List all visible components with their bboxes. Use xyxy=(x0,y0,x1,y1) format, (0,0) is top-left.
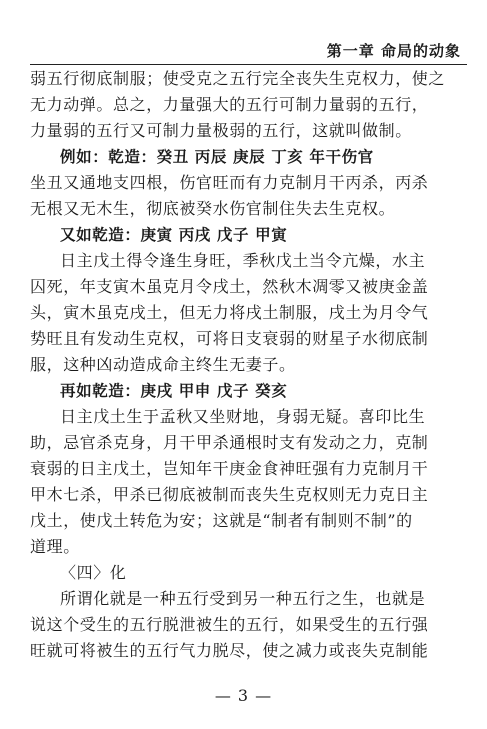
section-heading: 〈四〉化 xyxy=(60,563,127,582)
text-line: 服，这种凶动造成命主终生无妻子。 xyxy=(30,355,296,374)
text-line: 势旺且有发动生克权，可将日支衰弱的财星子水彻底制 xyxy=(30,329,429,348)
text-line: 戊土，使戊土转危为安；这就是“制者有制则不制”的 xyxy=(30,511,413,530)
text-line: 说这个受生的五行脱泄被生的五行，如果受生的五行强 xyxy=(30,615,429,634)
example-heading: 又如乾造：庚寅 丙戌 戊子 甲寅 xyxy=(60,226,288,244)
text-line: 囚死，年支寅木虽克月令戌土，然秋木凋零又被庚金盖 xyxy=(30,277,429,296)
text-line: 日主戊土生于孟秋又坐财地，身弱无疑。喜印比生 xyxy=(60,407,426,426)
text-line: 旺就可将被生的五行气力脱尽，使之减力或丧失克制能 xyxy=(30,641,429,660)
body-text xyxy=(30,66,470,664)
example-heading: 例如：乾造：癸丑 丙辰 庚辰 丁亥 年干伤官 xyxy=(60,148,374,166)
text-line: 日主戊土得令逢生身旺，季秋戊土当令亢燥，水主 xyxy=(60,251,426,270)
text-line: 力量弱的五行又可制力量极弱的五行，这就叫做制。 xyxy=(30,121,412,140)
header-rule xyxy=(30,64,467,65)
text-line: 弱五行彻底制服；使受克之五行完全丧失生克权力，使之 xyxy=(30,69,446,88)
text-line: 道理。 xyxy=(30,537,80,556)
text-line: 所谓化就是一种五行受到另一种五行之生，也就是 xyxy=(60,589,426,608)
text-line: 无根又无木生，彻底被癸水伤官制住失去生克权。 xyxy=(30,199,396,218)
chapter-title: 第一章 命局的动象 xyxy=(326,42,461,60)
text-line: 助，忌官杀克身，月干甲杀通根时支有发动之力，克制 xyxy=(30,433,429,452)
text-line: 坐丑又通地支四根，伤官旺而有力克制月干丙杀，丙杀 xyxy=(30,173,429,192)
text-line: 无力动弹。总之，力量强大的五行可制力量弱的五行， xyxy=(30,95,429,114)
example-heading: 再如乾造：庚戌 甲申 戊子 癸亥 xyxy=(60,382,288,400)
text-line: 甲木七杀，甲杀已彻底被制而丧失生克权则无力克日主 xyxy=(30,485,429,504)
text-line: 衰弱的日主戊土，岂知年干庚金食神旺强有力克制月干 xyxy=(30,459,429,478)
text-line: 头，寅木虽克戌土，但无力将戌土制服，戌土为月令气 xyxy=(30,303,429,322)
running-header xyxy=(30,38,467,62)
page-number: — 3 — xyxy=(214,686,273,705)
